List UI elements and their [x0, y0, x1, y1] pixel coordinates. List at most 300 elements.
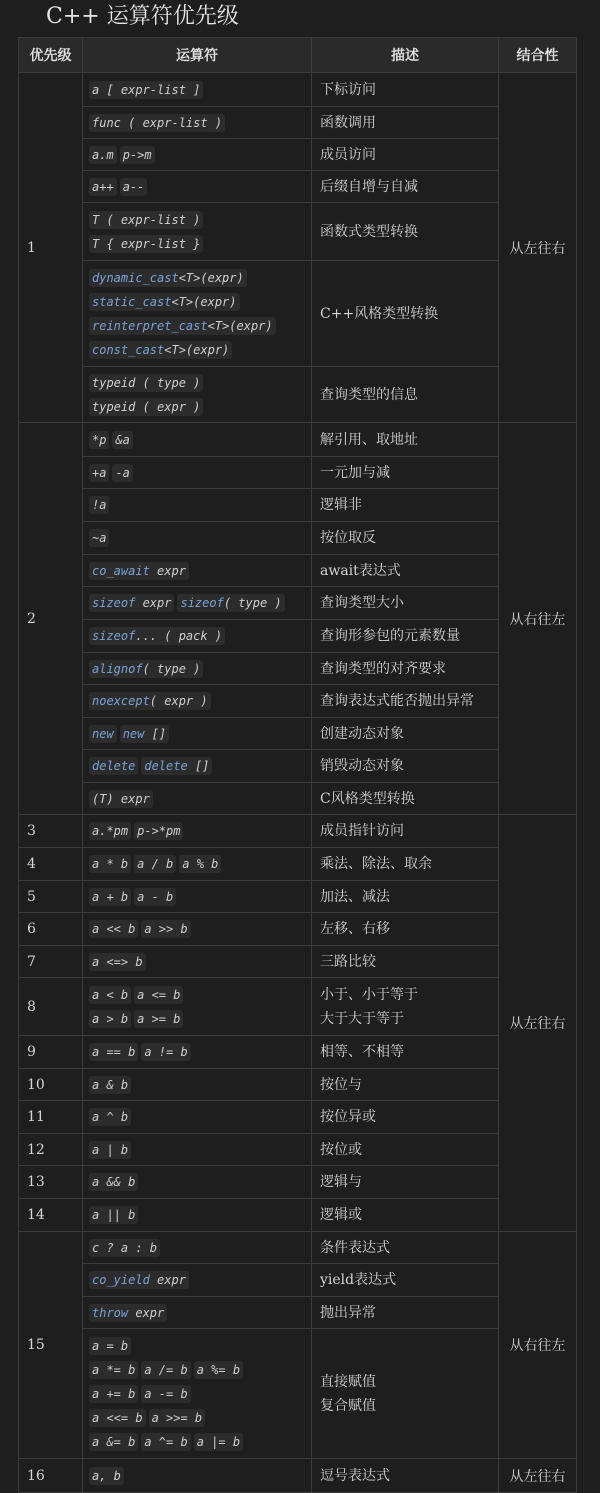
operator-line	[89, 754, 311, 778]
operator-text: ( type )	[223, 596, 282, 610]
precedence-cell: 4	[19, 848, 83, 881]
operator-token	[89, 1409, 146, 1427]
description-cell	[312, 881, 499, 913]
description-cell	[312, 718, 499, 750]
operator-text: T { expr-list }	[92, 236, 201, 251]
operator-token	[89, 81, 203, 99]
operator-token	[89, 1076, 131, 1094]
operator-text: typeid ( type )	[92, 375, 201, 390]
operator-keyword: co_await	[92, 563, 150, 578]
operator-cell	[83, 555, 312, 587]
description-text: 逻辑或	[320, 1207, 362, 1223]
operator-cell	[83, 489, 312, 522]
operator-token	[89, 341, 232, 359]
operator-text: a <<= b	[92, 1410, 143, 1425]
table-row	[19, 1329, 577, 1459]
precedence-cell: 16	[19, 1459, 83, 1493]
operator-token	[89, 1467, 124, 1485]
description-text: 查询类型大小	[320, 595, 404, 611]
description-text: 条件表达式	[320, 1239, 390, 1256]
description-cell	[312, 848, 499, 881]
table-row	[19, 1199, 577, 1232]
operator-cell	[83, 620, 312, 653]
table-row	[19, 457, 577, 489]
table-row	[19, 139, 577, 171]
operator-line	[89, 1236, 311, 1260]
operator-cell	[83, 815, 312, 848]
table-row	[19, 653, 577, 685]
operator-cell	[83, 946, 312, 978]
operator-cell	[83, 107, 312, 139]
table-row	[19, 913, 577, 946]
operator-line	[89, 395, 311, 419]
operator-token	[89, 1239, 160, 1257]
operator-cell	[83, 1166, 312, 1199]
operator-line	[89, 1464, 311, 1488]
operator-cell	[83, 1459, 312, 1493]
operator-keyword: noexcept	[92, 694, 150, 708]
operator-cell	[83, 1329, 312, 1459]
operator-text: ( type )	[142, 661, 201, 676]
operator-text: -a	[115, 465, 130, 480]
operator-token	[89, 317, 276, 335]
operator-token	[141, 757, 212, 775]
operator-token	[89, 374, 203, 392]
operator-token	[89, 1108, 131, 1126]
associativity-cell: 从右往左	[499, 1232, 577, 1459]
description-cell	[312, 750, 499, 783]
operator-text: a = b	[92, 1338, 129, 1353]
associativity-cell: 从左往右	[499, 73, 577, 423]
operator-text: a.m	[92, 147, 114, 162]
description-cell	[312, 1166, 499, 1199]
description-text: 逻辑与	[320, 1174, 362, 1190]
description-text: 查询表达式能否抛出异常	[320, 693, 474, 709]
operator-token	[89, 1043, 138, 1061]
operator-line	[89, 1170, 311, 1194]
operator-line	[89, 787, 311, 811]
operator-token	[89, 211, 203, 229]
header-associativity: 结合性	[499, 38, 577, 73]
operator-cell	[83, 881, 312, 913]
operator-text: []	[144, 726, 167, 741]
operator-cell	[83, 73, 312, 107]
operator-text: <T>(expr)	[164, 342, 230, 357]
operator-token	[141, 1433, 190, 1451]
operator-text: expr	[149, 1273, 186, 1287]
operator-text: a + b	[92, 889, 129, 904]
operator-text: a ^ b	[92, 1110, 129, 1124]
operator-line	[89, 722, 311, 746]
operator-keyword: sizeof	[92, 596, 136, 610]
description-text: 左移、右移	[320, 921, 390, 937]
description-cell	[312, 946, 499, 978]
operator-text: a & b	[92, 1077, 129, 1092]
description-cell	[312, 783, 499, 815]
operator-keyword: co_yield	[92, 1273, 150, 1287]
operator-token	[89, 1361, 138, 1379]
operator-token	[89, 1337, 131, 1355]
operator-line	[89, 689, 311, 713]
precedence-cell: 1	[19, 73, 83, 423]
table-row	[19, 522, 577, 555]
description-text: 查询类型的信息	[320, 386, 418, 403]
operator-line	[89, 885, 311, 909]
operator-token	[89, 146, 117, 164]
operator-token	[141, 1385, 190, 1403]
description-cell	[312, 978, 499, 1036]
operator-text: a <= b	[137, 987, 181, 1002]
operator-line	[89, 175, 311, 199]
operator-cell	[83, 1297, 312, 1329]
description-text: 一元加与减	[320, 464, 390, 481]
operator-line	[89, 917, 311, 941]
operator-line	[89, 1406, 311, 1430]
operator-text: a && b	[92, 1175, 136, 1189]
operator-line	[89, 559, 311, 583]
operator-keyword: sizeof	[92, 629, 136, 643]
operator-cell	[83, 522, 312, 555]
description-text: 按位或	[320, 1141, 362, 1158]
operator-cell	[83, 750, 312, 783]
table-row	[19, 261, 577, 367]
operator-line	[89, 1105, 311, 1129]
operator-text: a % b	[182, 857, 219, 871]
table-row	[19, 881, 577, 913]
operator-token	[141, 920, 190, 938]
operator-line	[89, 1358, 311, 1382]
table-row	[19, 848, 577, 881]
operator-token	[89, 725, 117, 743]
operator-token	[89, 114, 225, 132]
operator-text: ~a	[92, 531, 107, 545]
operator-text: a.*pm	[92, 824, 129, 838]
operator-line	[89, 371, 311, 395]
operator-token	[89, 464, 109, 482]
operator-token	[89, 269, 247, 287]
operator-cell	[83, 367, 312, 423]
description-cell	[312, 1069, 499, 1101]
operator-keyword: new	[92, 726, 114, 741]
operator-line	[89, 526, 311, 550]
description-cell	[312, 1101, 499, 1134]
operator-cell	[83, 1134, 312, 1166]
operator-line	[89, 591, 311, 615]
description-text: 销毁动态对象	[320, 758, 404, 774]
operator-line	[89, 1301, 311, 1325]
precedence-cell: 9	[19, 1036, 83, 1069]
operator-line	[89, 1007, 311, 1031]
description-cell	[312, 815, 499, 848]
operator-text: func ( expr-list )	[92, 115, 223, 130]
operator-text: <T>(expr)	[171, 294, 237, 309]
operator-text: T ( expr-list )	[92, 212, 201, 227]
operator-text: a += b	[92, 1386, 136, 1401]
operator-line	[89, 1382, 311, 1406]
operator-token	[134, 1010, 183, 1028]
table-row	[19, 978, 577, 1036]
operator-text: a < b	[92, 987, 129, 1002]
table-row	[19, 1264, 577, 1297]
operator-line	[89, 314, 311, 338]
operator-cell	[83, 171, 312, 203]
operator-keyword: delete	[144, 759, 188, 773]
table-row	[19, 1069, 577, 1101]
operator-text: a *= b	[92, 1362, 136, 1377]
precedence-cell: 5	[19, 881, 83, 913]
operator-text: a >> b	[144, 922, 188, 936]
operator-keyword: dynamic_cast	[92, 270, 179, 285]
operator-cell	[83, 1036, 312, 1069]
operator-text: expr	[135, 596, 172, 610]
description-cell	[312, 620, 499, 653]
description-cell	[312, 1199, 499, 1232]
precedence-cell: 3	[19, 815, 83, 848]
table-row	[19, 1297, 577, 1329]
operator-text: a || b	[92, 1208, 136, 1222]
operator-line	[89, 1334, 311, 1358]
precedence-cell: 13	[19, 1166, 83, 1199]
table-row	[19, 1134, 577, 1166]
operator-line	[89, 852, 311, 876]
operator-token	[141, 1043, 190, 1061]
operator-cell	[83, 848, 312, 881]
operator-line	[89, 1138, 311, 1162]
operator-token	[89, 431, 109, 449]
operator-token	[194, 1433, 243, 1451]
operator-token	[89, 920, 138, 938]
operator-text: a /= b	[144, 1362, 188, 1377]
operator-text: c ? a : b	[92, 1240, 158, 1255]
operator-line	[89, 1430, 311, 1454]
operator-token	[89, 1206, 138, 1224]
page-title: C++ 运算符优先级	[46, 4, 239, 29]
description-text: await表达式	[320, 562, 401, 579]
description-text: 三路比较	[320, 953, 376, 970]
operator-token	[89, 888, 131, 906]
operator-cell	[83, 978, 312, 1036]
operator-line	[89, 1040, 311, 1064]
associativity-cell: 从左往右	[499, 815, 577, 1232]
operator-text: p->*pm	[137, 824, 181, 838]
description-text: 逻辑非	[320, 497, 362, 513]
operator-text: &a	[115, 432, 130, 447]
operator-token	[194, 1361, 243, 1379]
operator-cell	[83, 587, 312, 620]
operator-token	[179, 855, 221, 873]
operator-token	[89, 627, 225, 645]
table-header-row	[19, 38, 577, 73]
operator-line	[89, 338, 311, 362]
operator-text: <T>(expr)	[178, 270, 244, 285]
operator-line	[89, 624, 311, 648]
operator-cell	[83, 261, 312, 367]
operator-line	[89, 461, 311, 485]
description-text: 抛出异常	[320, 1304, 376, 1321]
description-cell	[312, 522, 499, 555]
operator-text: a | b	[92, 1142, 129, 1157]
description-text: 按位取反	[320, 530, 376, 546]
description-text: 复合赋值	[320, 1397, 376, 1414]
table-row	[19, 620, 577, 653]
description-text: 后缀自增与自减	[320, 178, 418, 195]
precedence-cell: 11	[19, 1101, 83, 1134]
operator-token	[89, 1304, 167, 1322]
operator-text: a %= b	[196, 1362, 241, 1377]
operator-token	[134, 822, 183, 840]
operator-token	[89, 822, 131, 840]
description-cell	[312, 1459, 499, 1493]
table-row	[19, 203, 577, 261]
description-cell	[312, 107, 499, 139]
header-operator: 运算符	[83, 38, 312, 73]
operator-line	[89, 493, 311, 517]
operator-text: !a	[92, 498, 107, 512]
precedence-cell: 7	[19, 946, 83, 978]
description-cell	[312, 1329, 499, 1459]
operator-token	[89, 1010, 131, 1028]
table-row	[19, 587, 577, 620]
description-text: 大于大于等于	[320, 1010, 404, 1027]
description-text: 查询形参包的元素数量	[320, 628, 460, 644]
operator-text: +a	[92, 465, 107, 480]
description-cell	[312, 457, 499, 489]
operator-text: a >>= b	[151, 1410, 203, 1425]
precedence-cell: 10	[19, 1069, 83, 1101]
description-cell	[312, 203, 499, 261]
table-row	[19, 1232, 577, 1264]
operator-token	[89, 562, 189, 580]
operator-line	[89, 1268, 311, 1292]
operator-token	[89, 398, 203, 416]
operator-cell	[83, 203, 312, 261]
description-text: 按位与	[320, 1076, 362, 1093]
operator-text: a / b	[137, 857, 174, 871]
operator-line	[89, 290, 311, 314]
description-cell	[312, 1134, 499, 1166]
table-row	[19, 107, 577, 139]
operator-cell	[83, 783, 312, 815]
description-cell	[312, 587, 499, 620]
operator-cell	[83, 1101, 312, 1134]
header-description: 描述	[312, 38, 499, 73]
table-row	[19, 489, 577, 522]
operator-token	[89, 692, 211, 710]
table-row	[19, 367, 577, 423]
description-cell	[312, 555, 499, 587]
description-cell	[312, 73, 499, 107]
operator-precedence-table	[18, 37, 577, 1493]
operator-text: a [ expr-list ]	[92, 82, 201, 97]
operator-token	[177, 594, 284, 612]
table-row	[19, 815, 577, 848]
operator-token	[89, 986, 131, 1004]
operator-keyword: alignof	[92, 661, 143, 676]
description-cell	[312, 913, 499, 946]
table-row	[19, 171, 577, 203]
header-precedence: 优先级	[19, 38, 83, 73]
operator-cell	[83, 1232, 312, 1264]
table-row	[19, 555, 577, 587]
table-body	[19, 73, 577, 1493]
precedence-cell: 12	[19, 1134, 83, 1166]
operator-token	[141, 1361, 190, 1379]
precedence-cell: 6	[19, 913, 83, 946]
operator-text: expr	[149, 563, 186, 578]
precedence-cell: 8	[19, 978, 83, 1036]
operator-token	[89, 855, 131, 873]
description-text: 成员访问	[320, 146, 376, 163]
operator-text: expr	[128, 1305, 165, 1320]
operator-line	[89, 657, 311, 681]
operator-token	[89, 1173, 138, 1191]
description-text: C风格类型转换	[320, 790, 415, 807]
operator-line	[89, 819, 311, 843]
operator-token	[149, 1409, 206, 1427]
operator-text: a * b	[92, 857, 129, 871]
description-cell	[312, 139, 499, 171]
table-row	[19, 750, 577, 783]
operator-token	[112, 431, 132, 449]
operator-keyword: new	[122, 726, 145, 741]
operator-token	[89, 235, 203, 253]
operator-text: p->m	[122, 147, 152, 162]
operator-line	[89, 983, 311, 1007]
operator-line	[89, 143, 311, 167]
description-cell	[312, 1264, 499, 1297]
operator-text: a << b	[92, 922, 136, 936]
table-row	[19, 73, 577, 107]
operator-token	[120, 178, 148, 196]
operator-token	[89, 1141, 131, 1159]
operator-text: a - b	[137, 889, 174, 904]
operator-line	[89, 111, 311, 135]
operator-token	[89, 953, 146, 971]
operator-line	[89, 78, 311, 102]
operator-keyword: const_cast	[92, 342, 165, 357]
associativity-cell: 从左往右	[499, 1459, 577, 1493]
operator-token	[120, 725, 169, 743]
operator-token	[89, 529, 109, 547]
operator-keyword: static_cast	[92, 294, 172, 309]
operator-text: a, b	[92, 1468, 121, 1483]
operator-text: a -= b	[144, 1386, 188, 1401]
operator-cell	[83, 1069, 312, 1101]
description-text: 加法、减法	[320, 888, 390, 905]
description-text: 相等、不相等	[320, 1044, 404, 1060]
description-cell	[312, 653, 499, 685]
operator-line	[89, 950, 311, 974]
description-text: 乘法、除法、取余	[320, 856, 432, 872]
operator-text: <T>(expr)	[207, 318, 273, 333]
operator-text: ... ( pack )	[135, 629, 223, 643]
operator-cell	[83, 1199, 312, 1232]
table-row	[19, 685, 577, 718]
operator-token	[89, 594, 174, 612]
operator-token	[134, 855, 176, 873]
table-row	[19, 1036, 577, 1069]
description-text: 直接赋值	[320, 1373, 376, 1390]
operator-cell	[83, 423, 312, 457]
table-row	[19, 1101, 577, 1134]
operator-keyword: throw	[92, 1305, 129, 1320]
operator-token	[134, 986, 183, 1004]
associativity-cell: 从右往左	[499, 423, 577, 815]
operator-text: a != b	[144, 1045, 188, 1059]
operator-cell	[83, 457, 312, 489]
operator-text: a == b	[92, 1045, 136, 1059]
operator-token	[120, 146, 155, 164]
